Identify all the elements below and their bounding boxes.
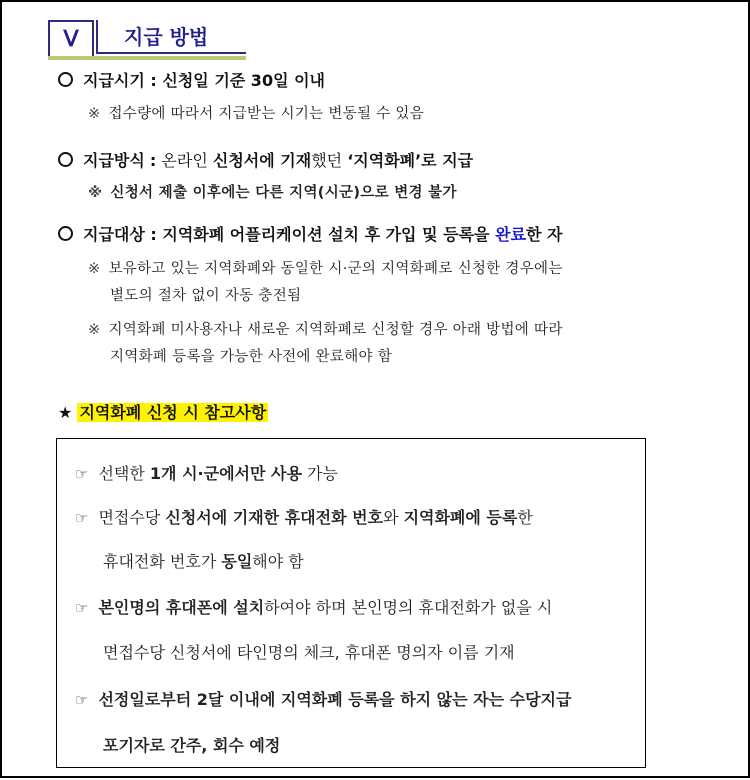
item-label: 지급방식 [83, 151, 145, 170]
note-mark-icon: ※ [88, 106, 101, 122]
item-content-part: 한 자 [525, 225, 563, 244]
text-part: 신청서에 기재한 휴대전화 번호 [165, 508, 384, 527]
note-text: 신청서 제출 이후에는 다른 지역(시군)으로 변경 불가 [110, 185, 457, 201]
reference-line-7: 포기자로 간주, 회수 예정 [103, 736, 281, 755]
item-label: 지급시기 [83, 71, 145, 90]
text-part: 와 [383, 508, 404, 527]
item-separator: : [150, 225, 157, 244]
text-part: 하여야 하며 본인명의 휴대전화가 없을 시 [264, 598, 553, 617]
text-part: 지역화폐에 등록 [403, 508, 518, 527]
pointing-hand-icon: ☞ [75, 599, 89, 617]
item-content: 신청일 기준 30일 이내 [162, 71, 326, 90]
text-part: 가능 [301, 464, 338, 483]
note-target-2-line1 [88, 318, 563, 339]
note-mark-icon: ※ [88, 261, 101, 277]
bullet-circle-icon [58, 72, 73, 87]
section-header [48, 16, 248, 60]
item-content-part: 지역화폐 어플리케이션 설치 후 가입 및 등록을 [162, 225, 496, 244]
note-mark-icon: ※ [88, 322, 101, 338]
note-mark-icon: ※ [88, 185, 103, 201]
section-number: Ⅴ [48, 20, 94, 58]
reference-heading [58, 400, 268, 423]
section-title: 지급 방법 [96, 20, 246, 54]
item-content-part: ‘지역화폐’로 지급 [347, 151, 474, 170]
bullet-circle-icon [58, 226, 73, 241]
reference-box [56, 438, 646, 768]
note-target-1-line1 [88, 257, 563, 278]
item-content-part: 온라인 [161, 151, 213, 170]
reference-line-4 [75, 595, 552, 618]
item-content-highlight: 완료 [495, 225, 526, 244]
item-content-part: 했던 [311, 151, 348, 170]
reference-line-5: 면접수당 신청서에 타인명의 체크, 휴대폰 명의자 이름 기재 [103, 643, 515, 662]
note-text: 접수량에 따라서 지급받는 시기는 변동될 수 있음 [108, 106, 425, 122]
pointing-hand-icon: ☞ [75, 509, 89, 527]
text-part: 해야 함 [252, 552, 304, 571]
reference-title: 지역화폐 신청 시 참고사항 [79, 403, 267, 422]
text-part: 선택한 [98, 464, 150, 483]
item-payment-method [58, 148, 473, 171]
reference-line-6 [75, 687, 571, 710]
item-separator: : [150, 71, 157, 90]
text-part: 동일 [221, 552, 253, 571]
pointing-hand-icon: ☞ [75, 465, 89, 483]
text-part: 선정일로부터 2달 이내에 지역화폐 등록을 하지 않는 자는 수당지급 [98, 690, 572, 709]
reference-line-2 [75, 505, 533, 528]
star-icon: ★ [58, 403, 73, 422]
text-part: 휴대전화 번호가 [103, 552, 222, 571]
section-underline [48, 56, 246, 60]
pointing-hand-icon: ☞ [75, 691, 89, 709]
reference-line-1 [75, 461, 338, 484]
text-part: 한 [517, 508, 533, 527]
note-target-2-line2: 지역화폐 등록을 가능한 사전에 완료해야 함 [110, 349, 393, 365]
note-method [88, 181, 457, 202]
text-part: 1개 시·군에서만 사용 [149, 464, 302, 483]
item-separator: : [149, 151, 157, 170]
note-target-1-line2: 별도의 절차 없이 자동 충전됨 [110, 288, 302, 304]
bullet-circle-icon [58, 152, 73, 167]
reference-line-3 [103, 549, 304, 572]
text-part: 본인명의 휴대폰에 설치 [98, 598, 265, 617]
item-payment-target [58, 222, 562, 245]
item-content-part: 신청서에 기재 [212, 151, 312, 170]
note-text: 지역화폐 미사용자나 새로운 지역화폐로 신청할 경우 아래 방법에 따라 [108, 322, 563, 338]
text-part: 면접수당 [98, 508, 166, 527]
item-payment-timing [58, 68, 325, 91]
note-text: 보유하고 있는 지역화폐와 동일한 시·군의 지역화폐로 신청한 경우에는 [108, 261, 563, 277]
item-label: 지급대상 [83, 225, 145, 244]
note-timing [88, 102, 424, 123]
